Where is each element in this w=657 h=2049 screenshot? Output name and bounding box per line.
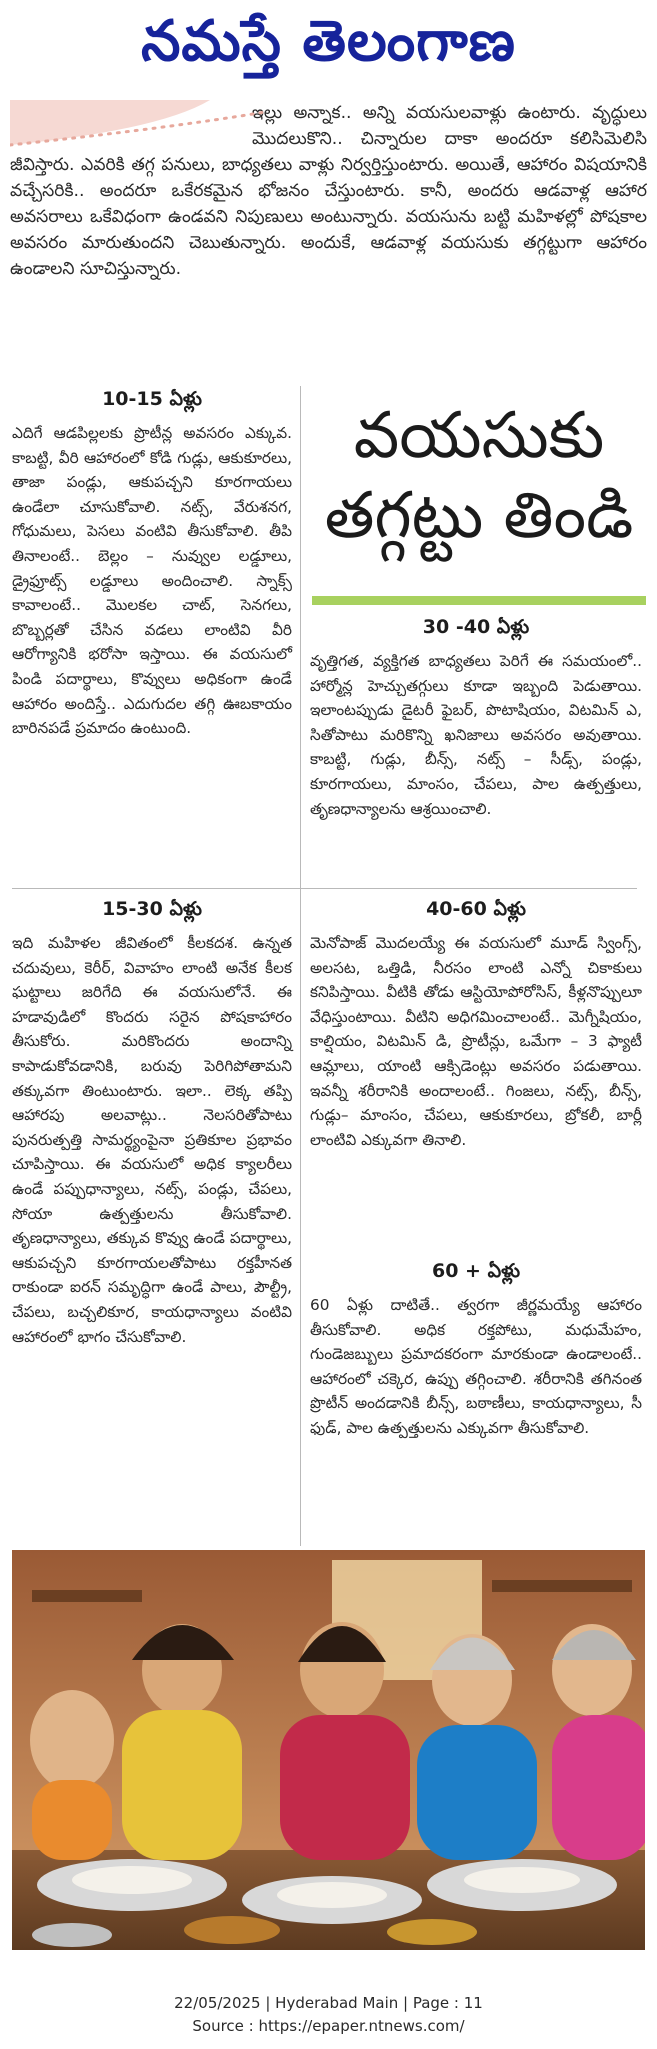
headline-line-2: తగ్గట్టు తిండి xyxy=(324,479,634,553)
section-30-40 xyxy=(310,616,642,821)
section-body: మెనోపాజ్ మొదలయ్యే ఈ వయసులో మూడ్ స్వింగ్స్, అలసట, ఒత్తిడి, నీరసం లాంటి ఎన్నో చికాకులు కనిపిస్తాయి. వీటికి తోడు ఆస్టియోపోరోసిస్, కీళ్లనొప్పులూ వేధిస్తుంటాయి. వీటిని అధిగమించాలంటే.. మెగ్నీషియం, కాల్షియం, విటమిన్ డి, ప్రొటీన్లు, ఒమేగా – 3 ఫ్యాటీ ఆమ్లాలు, యాంటి ఆక్సిడెంట్లు అవసరం పడుతాయి. ఇవన్నీ శరీరానికి అందాలంటే.. గింజలు, నట్స్, బీన్స్, గుడ్లు– మాంసం, చేపలు, ఆకుకూరలు, బ్రోకలీ, బార్లీ లాంటివి ఎక్కువగా తినాలి. xyxy=(310,934,642,1149)
section-15-30 xyxy=(12,898,292,1349)
section-body: 60 ఏళ్లు దాటితే.. త్వరగా జీర్ణమయ్యే ఆహారం తీసుకోవాలి. అధిక రక్తపోటు, మధుమేహం, గుండెజబ్బులు ప్రమాదకరంగా మారకుండా ఉండాలంటే.. ఆహారంలో చక్కెర, ఉప్పు తగ్గించాలి. శరీరానికి తగినంత ప్రొటీన్ అందడానికి బీన్స్, బఠాణీలు, కాయధాన్యాలు, సీ ఫుడ్, పాల ఉత్పత్తులను ఎక్కువగా తీసుకోవాలి. xyxy=(310,1296,642,1437)
footer-date-line: 22/05/2025 | Hyderabad Main | Page : 11 xyxy=(174,1994,483,2012)
section-heading: 40-60 ఏళ్లు xyxy=(426,898,526,920)
section-body: ఇది మహిళల జీవితంలో కీలకదశ. ఉన్నత చదువులు, కెరీర్, వివాహం లాంటి అనేక కీలక ఘట్టాలు జరిగేది ఈ వయసులోనే. ఈ హడావుడిలో కొందరు సరైన పోషకాహారం తీసుకోరు. మరికొందరు అందాన్ని కాపాడుకోవడానికి, బరువు పెరిగిపోతామని తక్కువగా తింటుంటారు. ఇలా.. లెక్క తప్పి ఆహారపు అలవాట్లు.. నెలసరితోపాటు పునరుత్పత్తి సామర్థ్యంపైనా ప్రతికూల ప్రభావం చూపిస్తాయి. ఈ వయసులో అధిక క్యాలరీలు ఉండే పప్పుధాన్యాలు, నట్స్, పండ్లు, చేపలు, సోయా ఉత్పత్తులను తీసుకోవాలి. తృణధాన్యాలు, తక్కువ కొవ్వు ఉండే పదార్థాలు, ఆకుపచ్చని కూరగాయలతోపాటు రక్తహీనత రాకుండా ఐరన్ సమృద్ధిగా ఉండే పాలు, పౌల్ట్రీ, చేపలు, బచ్చలికూర, కాయధాన్యాలు వంటివి ఆహారంలో భాగం చేసుకోవాలి. xyxy=(12,934,292,1346)
section-heading: 10-15 ఏళ్లు xyxy=(102,388,202,410)
section-10-15 xyxy=(12,388,292,741)
newspaper-logo: నమస్తే తెలంగాణ xyxy=(141,8,516,74)
section-heading: 15-30 ఏళ్లు xyxy=(102,898,202,920)
section-heading: 30 -40 ఏళ్లు xyxy=(422,616,530,638)
intro-text: ఇల్లు అన్నాక.. అన్ని వయసులవాళ్లు ఉంటారు. వృద్ధులు మొదలుకొని.. చిన్నారుల దాకా అందరూ కలిసిమెలిసి జీవిస్తారు. ఎవరికి తగ్గ పనులు, బాధ్యతలు వాళ్లు నిర్వర్తిస్తుంటారు. అయితే, ఆహారం విషయానికి వచ్చేసరికి.. అందరూ ఒకేరకమైన భోజనం చేస్తుంటారు. కానీ, అందరు ఆడవాళ్ల ఆహార అవసరాలు ఒకేవిధంగా ఉండవని నిపుణులు అంటున్నారు. వయసును బట్టి మహిళల్లో పోషకాల అవసరం మారుతుందని చెబుతున్నారు. అందుకే, ఆడవాళ్ల వయసుకు తగ్గట్టుగా ఆహారం ఉండాలని సూచిస్తున్నారు. xyxy=(10,103,647,279)
intro-paragraph xyxy=(10,100,647,362)
row-divider xyxy=(12,888,637,889)
headline-underline xyxy=(312,596,646,605)
section-40-60 xyxy=(310,898,642,1152)
family-dining-illustration xyxy=(12,1550,645,1950)
section-body: ఎదిగే ఆడపిల్లలకు ప్రొటీన్ల అవసరం ఎక్కువ. కాబట్టి, వీరి ఆహారంలో కోడి గుడ్లు, ఆకుకూరలు, తాజా పండ్లు, ఆకుపచ్చని కూరగాయలు ఉండేలా చూసుకోవాలి. నట్స్, వేరుశనగ, గోధుమలు, పెసలు వంటివి తీసుకోవాలి. తీపి తినాలంటే.. బెల్లం – నువ్వుల లడ్డూలు, డ్రైఫ్రూట్స్ లడ్డూలు అందించాలి. స్నాక్స్ కావాలంటే.. మొలకల చాట్, సెనగలు, బొబ్బర్లతో చేసిన వడలు లాంటివి వీరి ఆరోగ్యానికి భరోసా ఇస్తాయి. ఈ వయసులో పిండి పదార్థాలు, కొవ్వులు అధికంగా ఉండే ఆహారం అందిస్తే.. ఎదుగుదల తగ్గి ఊబకాయం బారినపడే ప్రమాదం ఉంటుంది. xyxy=(12,424,292,738)
headline xyxy=(308,396,650,556)
column-divider xyxy=(300,386,301,1546)
section-body: వృత్తిగత, వ్యక్తిగత బాధ్యతలు పెరిగే ఈ సమయంలో.. హార్మోన్ల హెచ్చుతగ్గులు కూడా ఇబ్బంది పెడుతాయి. ఇలాంటప్పుడు డైటరీ ఫైబర్, పొటాషియం, విటమిన్ ఎ, సితోపాటు మరికొన్ని ఖనిజాలు అవసరం అవుతాయి. కాబట్టి, గుడ్లు, బీన్స్, నట్స్ – సీడ్స్, పండ్లు, కూరగాయలు, మాంసం, చేపలు, పాల ఉత్పత్తులు, తృణధాన్యాలను ఆశ్రయించాలి. xyxy=(310,652,642,818)
footer-source-link[interactable]: Source : https://epaper.ntnews.com/ xyxy=(192,2017,465,2035)
section-60-plus xyxy=(310,1260,642,1441)
decorative-swoosh-icon xyxy=(10,100,280,160)
section-heading: 60 + ఏళ్లు xyxy=(431,1260,521,1282)
headline-line-1: వయసుకు xyxy=(353,399,605,473)
masthead xyxy=(0,0,657,82)
